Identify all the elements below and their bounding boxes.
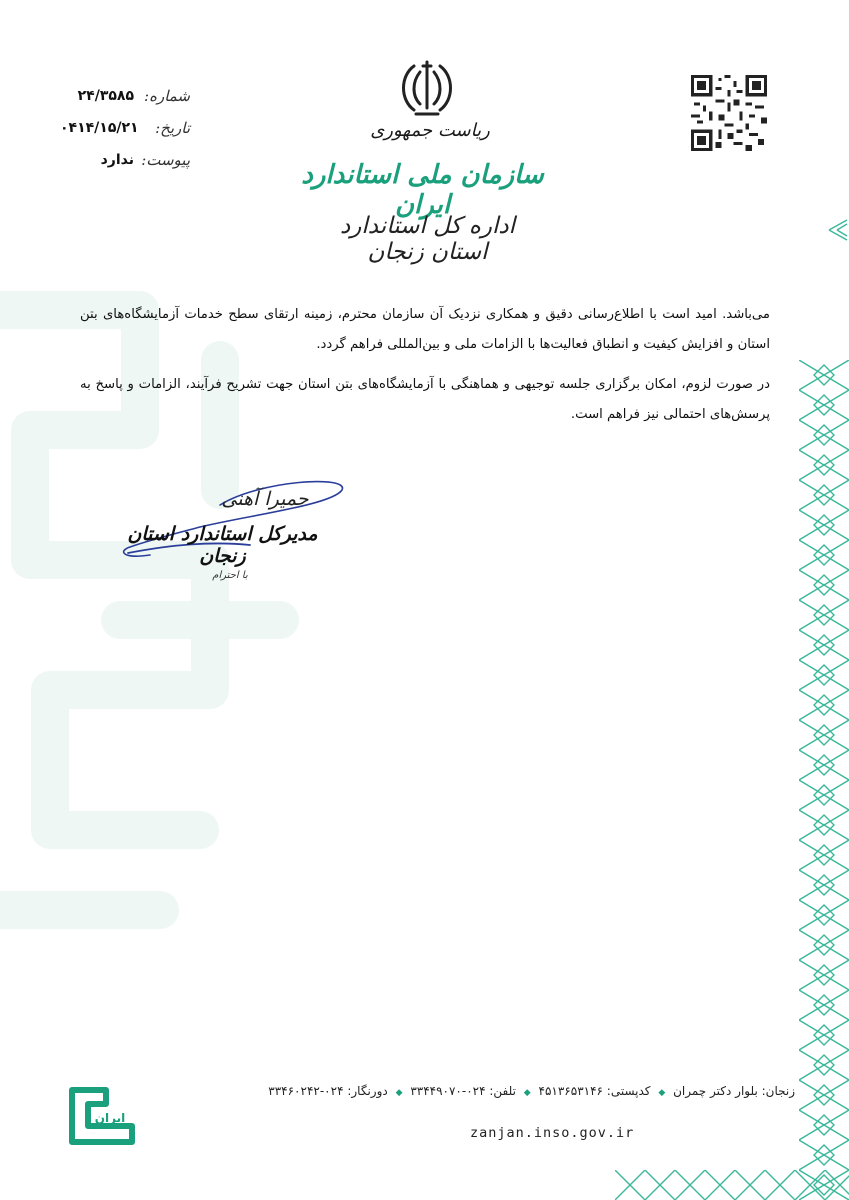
footer-address-street: زنجان: بلوار دکتر چمران: [673, 1084, 795, 1098]
iran-emblem-icon: [396, 58, 458, 118]
office-name: اداره کل استاندارد استان زنجان: [340, 213, 515, 265]
bullet-icon: ◆: [658, 1088, 666, 1098]
footer-postal-code: کدپستی: ۴۵۱۳۶۵۳۱۴۶: [538, 1084, 651, 1098]
footer-website[interactable]: zanjan.inso.gov.ir: [470, 1125, 635, 1141]
footer-address: [268, 1084, 795, 1098]
letter-date-row: [60, 112, 190, 144]
qr-code: [691, 75, 767, 151]
letter-body: [80, 300, 770, 440]
letter-attachment-label: پیوست:: [141, 151, 190, 169]
regards-text: با احترام: [212, 570, 248, 581]
letter-attachment-value: ندارد: [100, 152, 134, 168]
bullet-icon: ◆: [395, 1088, 403, 1098]
decorative-border-right: [799, 210, 849, 1200]
organization-name: سازمان ملی استاندارد ایران: [301, 160, 544, 220]
letter-attachment-row: [60, 144, 190, 176]
letter-number-value: ۲۴/۳۵۸۵: [77, 88, 134, 104]
letter-number-row: [60, 80, 190, 112]
body-paragraph-2: در صورت لزوم، امکان برگزاری جلسه توجیهی و هماهنگی با آزمایشگاه‌های بتن استان جهت تشریح فرآیند، الزامات و پاسخ به پرسش‌های احتمالی نیز فراهم است.: [80, 377, 770, 422]
signatory-name: حمیرا آهنی: [221, 488, 309, 510]
signatory-title: مدیرکل استاندارد استان زنجان: [127, 523, 318, 567]
footer-fax: دورنگار: ۰۲۴-۳۳۴۶۰۲۴۲: [268, 1084, 388, 1098]
bullet-icon: ◆: [523, 1088, 531, 1098]
letter-date-label: تاریخ:: [155, 119, 190, 137]
presidency-label: ریاست جمهوری: [370, 120, 490, 141]
letter-date-value: ۰۴۱۴/۱۵/۲۱: [60, 120, 139, 136]
footer-phone: تلفن: ۰۲۴-۳۳۴۴۹۰۷۰: [410, 1084, 516, 1098]
inso-logo-icon: [66, 1082, 138, 1150]
inso-logo-text: ایران: [94, 1111, 126, 1125]
letter-meta: [60, 80, 190, 176]
body-paragraph-1: می‌باشد. امید است با اطلاع‌رسانی دقیق و همکاری نزدیک آن سازمان محترم، زمینه ارتقای سطح خدمات آزمایشگاه‌های بتن استان و افزایش کیفیت و انطباق فعالیت‌ها با الزامات ملی و بین‌المللی فراهم گردد.: [80, 307, 770, 352]
decorative-border-bottom: [615, 1170, 849, 1200]
letter-number-label: شماره:: [144, 87, 190, 105]
